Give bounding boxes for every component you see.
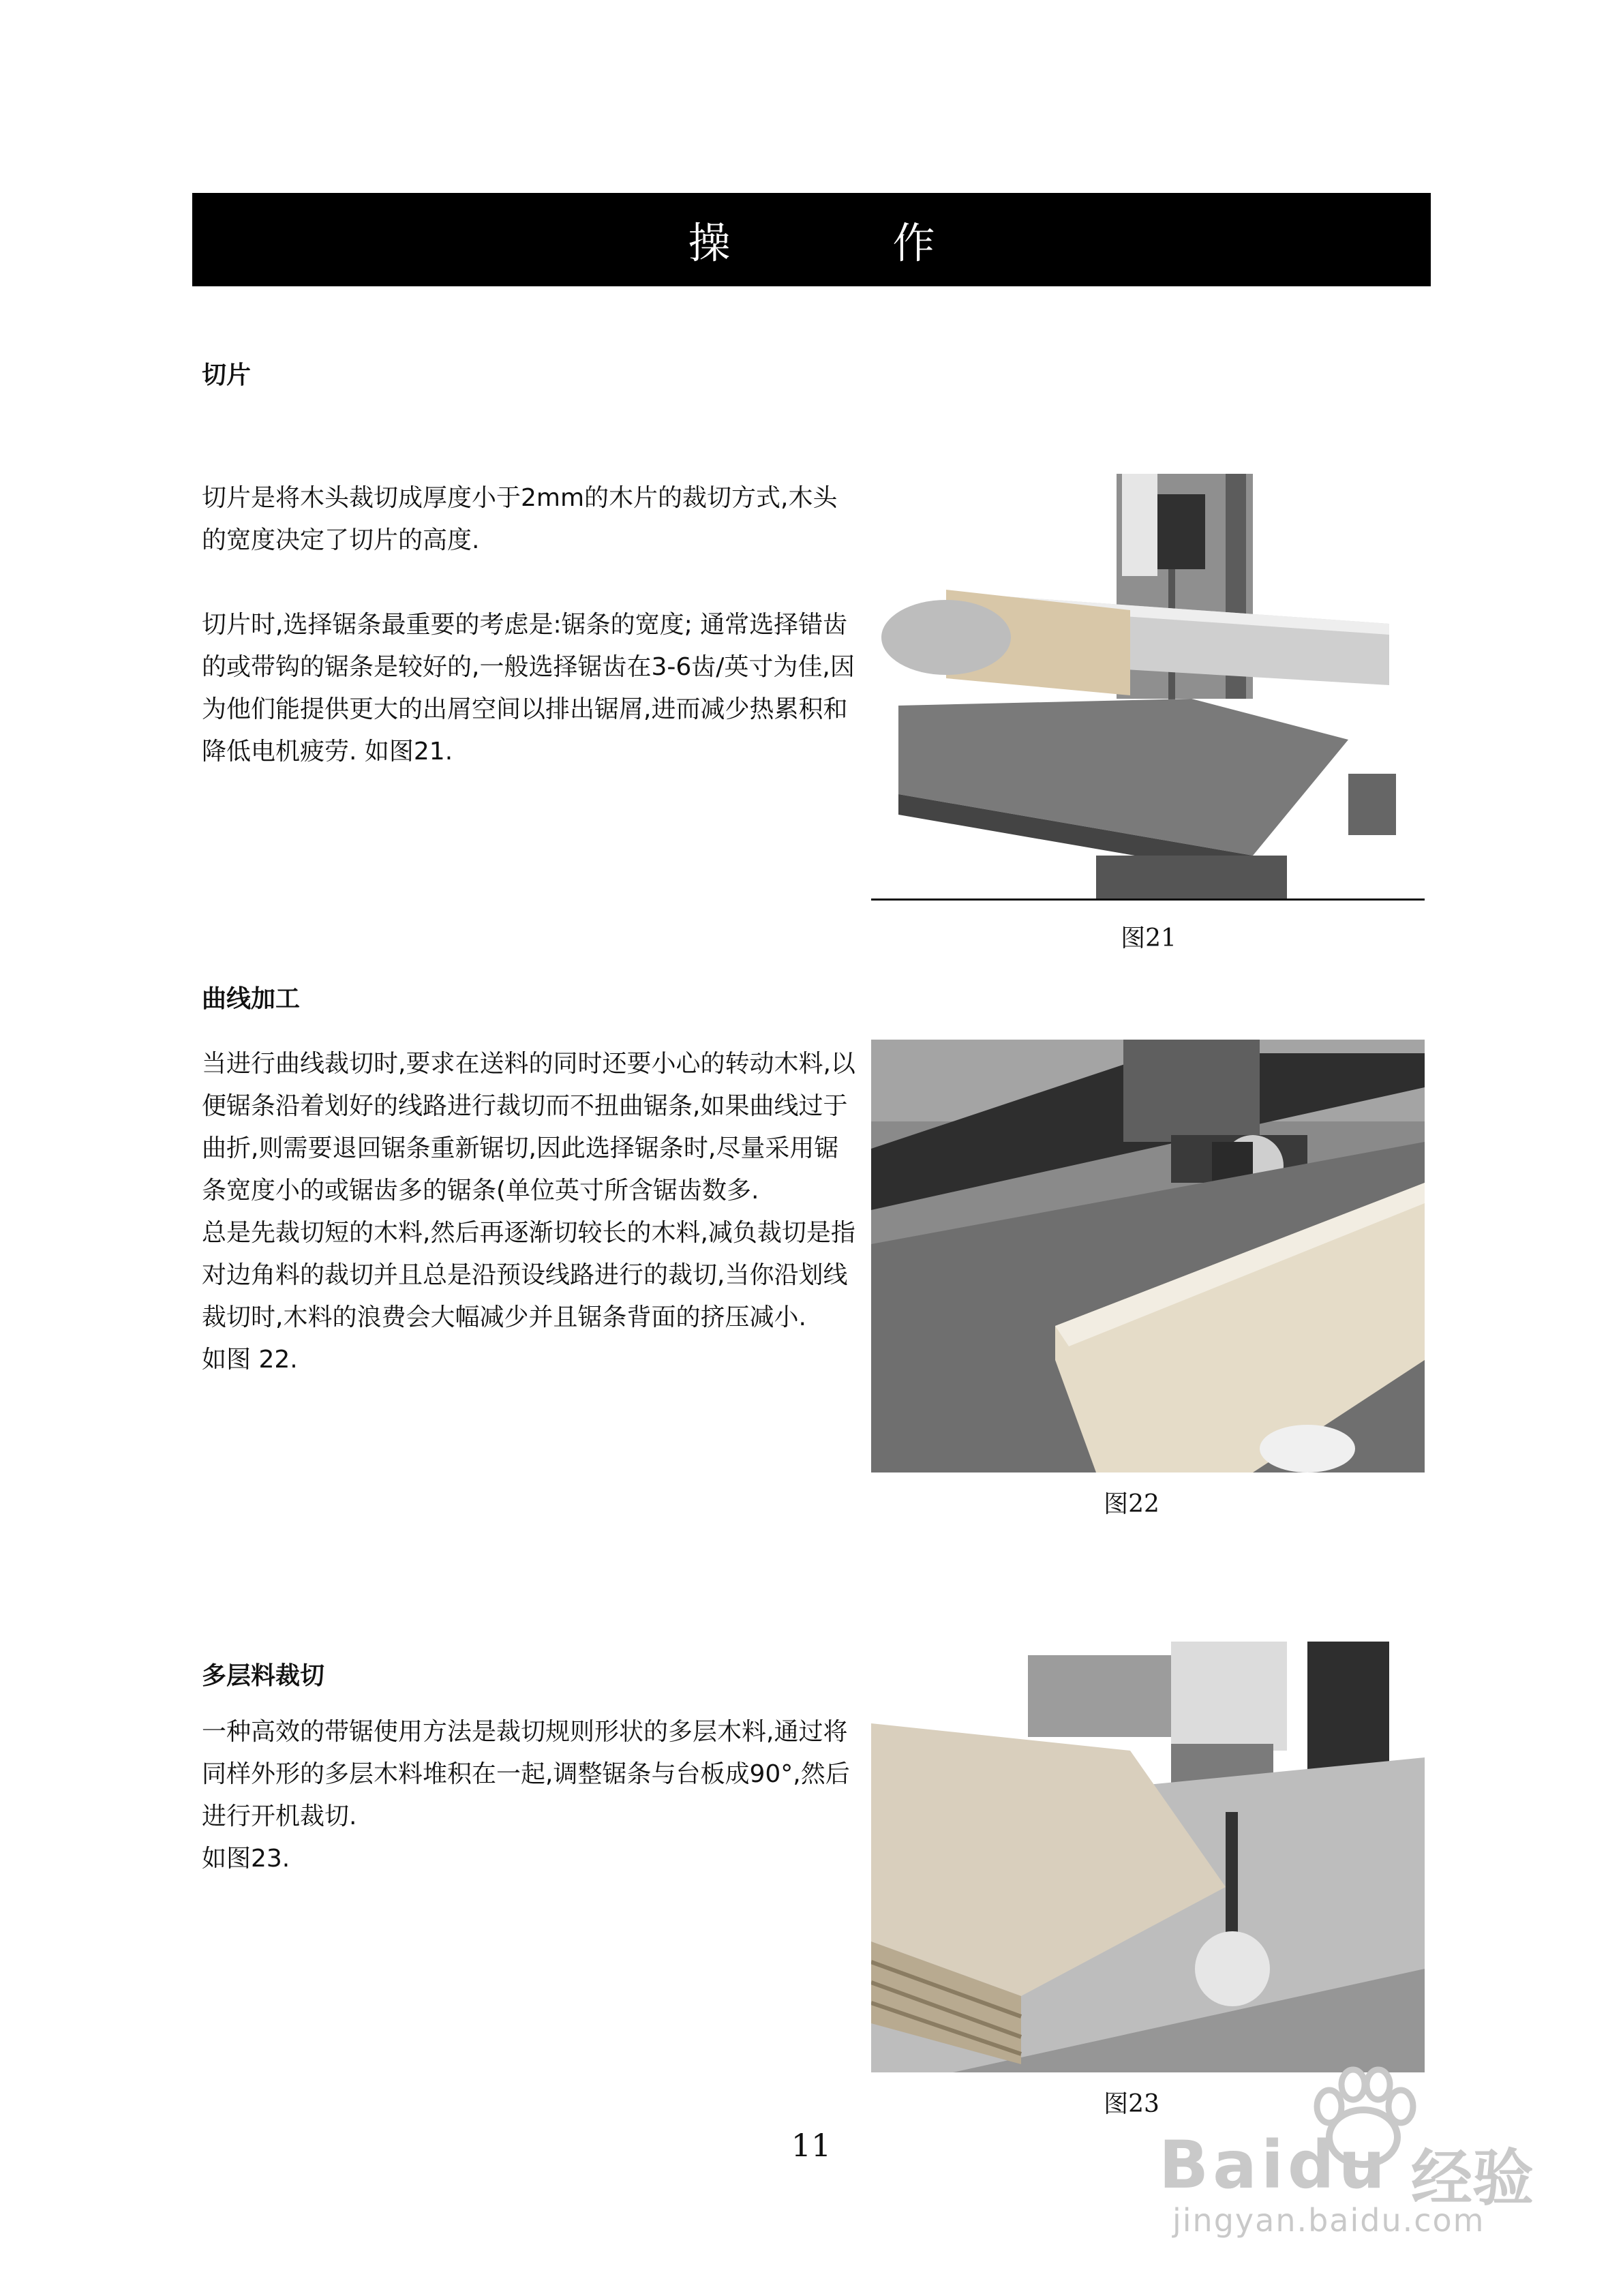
paragraph: 切片时,选择锯条最重要的考虑是:锯条的宽度; 通常选择错齿的或带钩的锯条是较好的,一般选择锯齿在3-6齿/英寸为佳,因为他们能提供更大的出屑空间以排出锯屑,进而减少热累积和 降低电机疲劳. 如图21. [202, 611, 855, 766]
page-title: 操 作 [688, 218, 995, 268]
paragraph: 总是先裁切短的木料,然后再逐渐切较长的木料,减负裁切是指对边角料的裁切并且总是沿预设线路进行的裁切,当你沿划线裁切时,木料的浪费会大幅减少并且锯条背面的挤压减小. [202, 1219, 855, 1331]
paragraph: 当进行曲线裁切时,要求在送料的同时还要小心的转动木料,以便锯条沿着划好的线路进行裁切而不扭曲锯条,如果曲线过于曲折,则需要退回锯条重新锯切,因此选择锯条时,尽量采用锯条宽度小的或锯齿多的锯条(单位英寸所含锯齿数多. [202, 1050, 855, 1205]
section-heading-curve-cutting: 曲线加工 [202, 985, 301, 1013]
figure-23-photo [871, 1642, 1425, 2072]
section-body-stack-cutting [202, 1711, 856, 1880]
figure-22-photo [871, 1040, 1425, 1472]
paragraph: 切片是将木头裁切成厚度小于2mm的木片的裁切方式,木头的宽度决定了切片的高度. [202, 484, 838, 554]
paragraph: 如图23. [202, 1845, 290, 1873]
figure-21-rule [871, 898, 1425, 901]
figure-23-caption: 图23 [1104, 2090, 1159, 2118]
section-body-curve-cutting [202, 1043, 856, 1381]
figure-22-caption: 图22 [1104, 1490, 1159, 1518]
figure-21-photo [871, 474, 1425, 898]
section-heading-slicing: 切片 [202, 361, 252, 389]
baidu-jingyan-watermark [1159, 2066, 1568, 2239]
page-number: 11 [791, 2127, 832, 2164]
watermark-product: 经验 [1411, 2143, 1534, 2214]
section-heading-stack-cutting: 多层料裁切 [202, 1662, 325, 1690]
watermark-brand: Baidu [1159, 2127, 1389, 2203]
figure-21-caption: 图21 [1121, 924, 1177, 952]
section-body-slicing [202, 477, 856, 773]
page-title-banner [192, 193, 1431, 286]
watermark-url: jingyan.baidu.com [1172, 2202, 1485, 2239]
paragraph: 如图 22. [202, 1346, 298, 1374]
paragraph: 一种高效的带锯使用方法是裁切规则形状的多层木料,通过将同样外形的多层木料堆积在一起,调整锯条与台板成90°,然后进行开机裁切. [202, 1718, 850, 1830]
